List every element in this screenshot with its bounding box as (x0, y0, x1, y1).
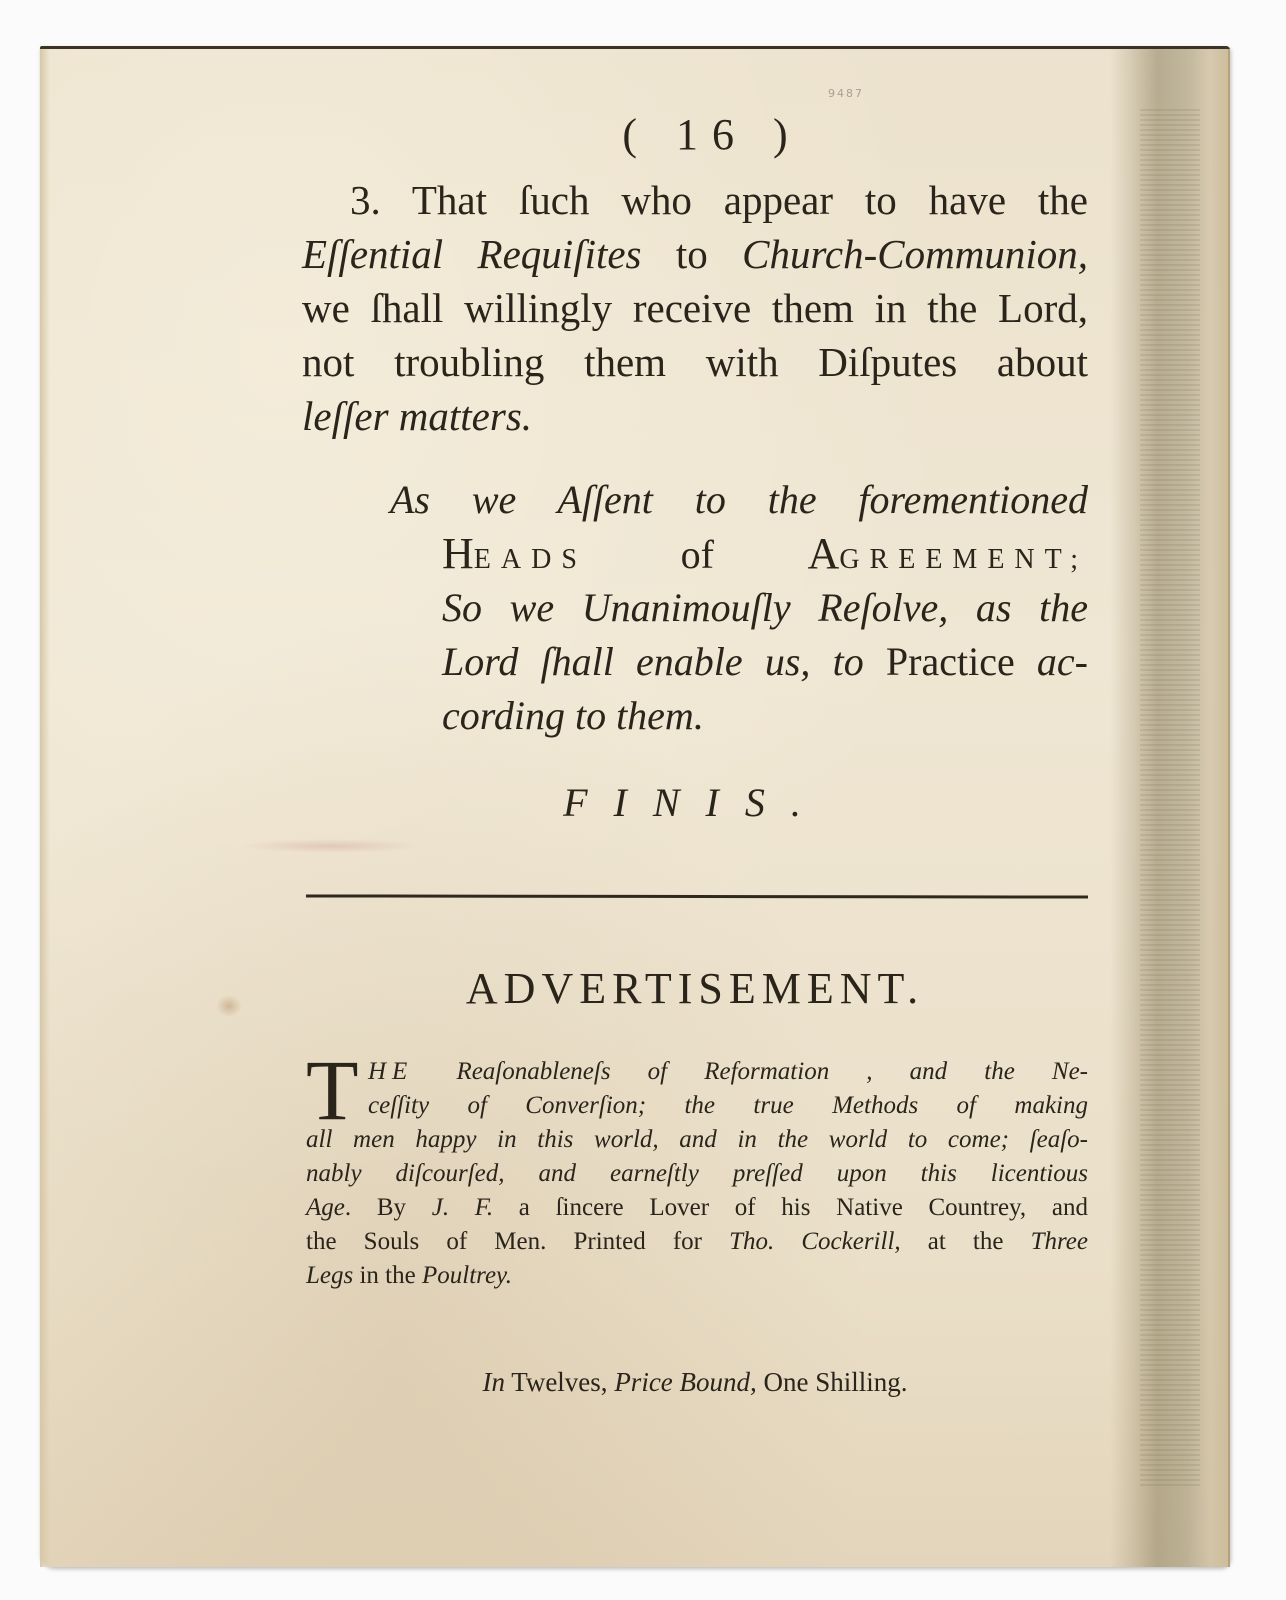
paragraph-line: not troubling them with Diſputes about (302, 339, 1088, 385)
resolution-line (390, 635, 1088, 689)
roman-phrase: in the (353, 1262, 422, 1289)
roman-phrase: . By (344, 1194, 432, 1221)
brown-spot (216, 995, 242, 1017)
page-left-edge (40, 49, 50, 1567)
document-page (40, 46, 1230, 1567)
resolution-line: cording to them. (442, 693, 704, 738)
finis-heading: FINIS. (563, 780, 827, 825)
italic-phrase: Legs (306, 1262, 354, 1289)
advert-line: ceſſity of Converſion; the true Methods of making (368, 1092, 1088, 1119)
paragraph-3 (302, 173, 1088, 443)
advert-line: nably diſcourſed, and earneſtly preſſed upon this licentious (306, 1160, 1088, 1187)
roman-phrase: One Shilling. (756, 1367, 908, 1397)
heads-initial: H (442, 529, 474, 578)
price-line (302, 1367, 1088, 1398)
italic-phrase: HE (368, 1058, 457, 1085)
roman-phrase: to (641, 231, 743, 277)
paragraph-line: leſſer matters. (302, 393, 533, 439)
advert-line (306, 1225, 1088, 1259)
italic-phrase: Age (306, 1194, 345, 1221)
page-number: ( 16 ) (622, 110, 802, 159)
advertisement-title: ADVERTISEMENT. (465, 964, 925, 1013)
paragraph-line (302, 227, 1088, 281)
heads-of-agreement-line (390, 527, 1088, 581)
italic-phrase: Three (1030, 1228, 1088, 1255)
resolution-line: So we Unanimouſly Reſolve, as the (442, 585, 1088, 630)
agreement-rest: GREEMENT; (839, 544, 1088, 575)
advert-line (306, 1259, 1088, 1293)
italic-phrase: J. F. (431, 1194, 494, 1221)
italic-phrase: ac- (1014, 639, 1088, 684)
italic-phrase: Reaſonableneſs of Reformation , and the Ne- (456, 1058, 1089, 1085)
pencil-annotation: 9487 (828, 87, 864, 100)
paragraph-line: we ſhall willingly receive them in the Lord, (302, 285, 1088, 331)
italic-phrase: Church-Communion, (742, 231, 1088, 277)
italic-phrase: Price Bound, (614, 1367, 757, 1397)
heads-of: of (586, 532, 808, 577)
paragraph-line: 3. That ſuch who appear to have the (350, 177, 1088, 223)
drop-cap: T (306, 1042, 359, 1138)
advert-line (306, 1055, 1088, 1089)
agreement-initial: A (807, 529, 840, 578)
roman-phrase: the Souls of Men. Printed for (306, 1228, 730, 1255)
advertisement-body (306, 1042, 1089, 1293)
binding-stain (1140, 109, 1200, 1489)
advert-line: all men happy in this world, and in the world to come; ſeaſo- (306, 1126, 1088, 1153)
roman-phrase: Practice (885, 639, 1015, 684)
italic-phrase: In (482, 1367, 505, 1397)
italic-phrase: Tho. Cockerill, (729, 1228, 901, 1255)
red-stain (240, 839, 420, 853)
resolution-paragraph (390, 473, 1088, 743)
heads-rest: EADS (473, 544, 587, 575)
roman-phrase: Twelves, (504, 1367, 615, 1397)
italic-phrase: Lord ſhall enable us, to (442, 639, 886, 684)
roman-phrase: at the (900, 1228, 1031, 1255)
resolution-line: As we Aſſent to the forementioned (390, 477, 1088, 522)
advert-line (306, 1191, 1088, 1225)
horizontal-rule (306, 894, 1088, 898)
italic-phrase: Eſſential Requiſites (302, 231, 642, 277)
italic-phrase: Poultrey. (421, 1262, 513, 1289)
roman-phrase: a ſincere Lover of his Native Countrey, and (493, 1194, 1088, 1221)
